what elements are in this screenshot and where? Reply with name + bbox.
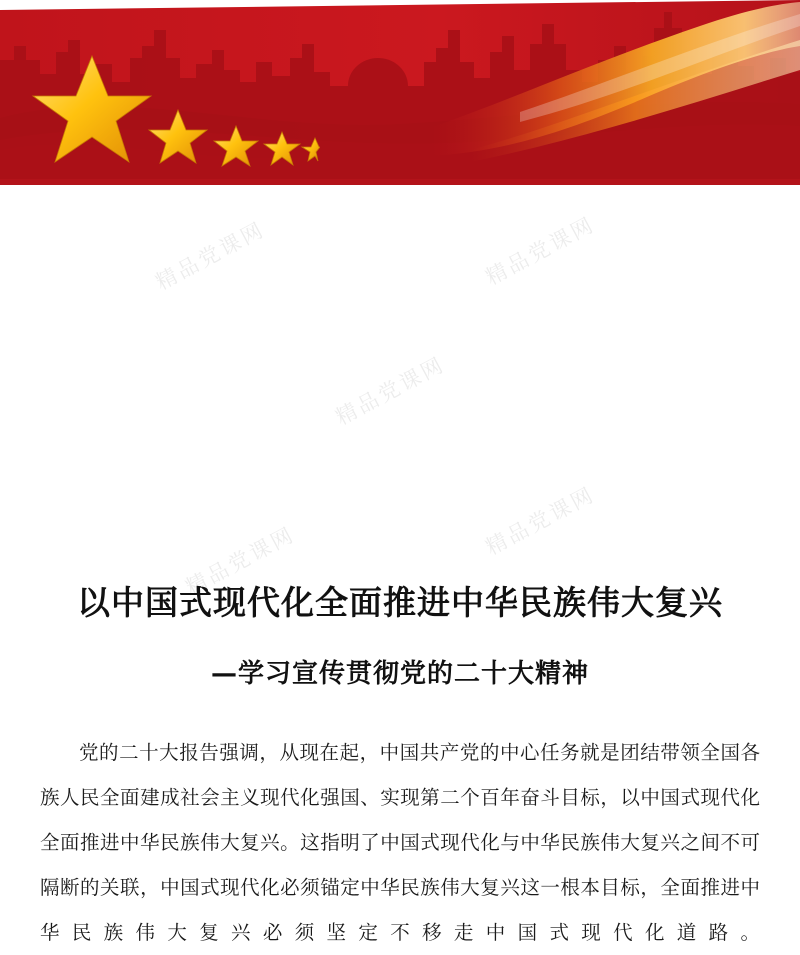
watermark-text: 精品党课网 (331, 352, 450, 430)
page-title: 以中国式现代化全面推进中华民族伟大复兴 (77, 583, 723, 622)
watermark-text: 精品党课网 (181, 522, 300, 600)
body-paragraph: 党的二十大报告强调，从现在起，中国共产党的中心任务就是团结带领全国各族人民全面建成社会主义现代化强国、实现第二个百年奋斗目标，以中国式现代化全面推进中华民族伟大复兴。这指明了中国式现代化与中华民族伟大复兴之间不可隔断的关联，中国式现代化必须锚定中华民族伟大复兴这一根本目标，全面推进中华民族伟大复兴必须坚定不移走中国式现代化道路。 (40, 741, 760, 944)
page-subtitle: —学习宣传贯彻党的二十大精神 (210, 659, 589, 689)
watermark-text: 精品党课网 (481, 482, 600, 560)
header-banner (0, 0, 800, 185)
watermark-text: 精品党课网 (151, 217, 270, 295)
watermark-text: 精品党课网 (481, 212, 600, 290)
five-stars-icon (30, 52, 320, 172)
banner-bottom-rule (0, 179, 800, 185)
